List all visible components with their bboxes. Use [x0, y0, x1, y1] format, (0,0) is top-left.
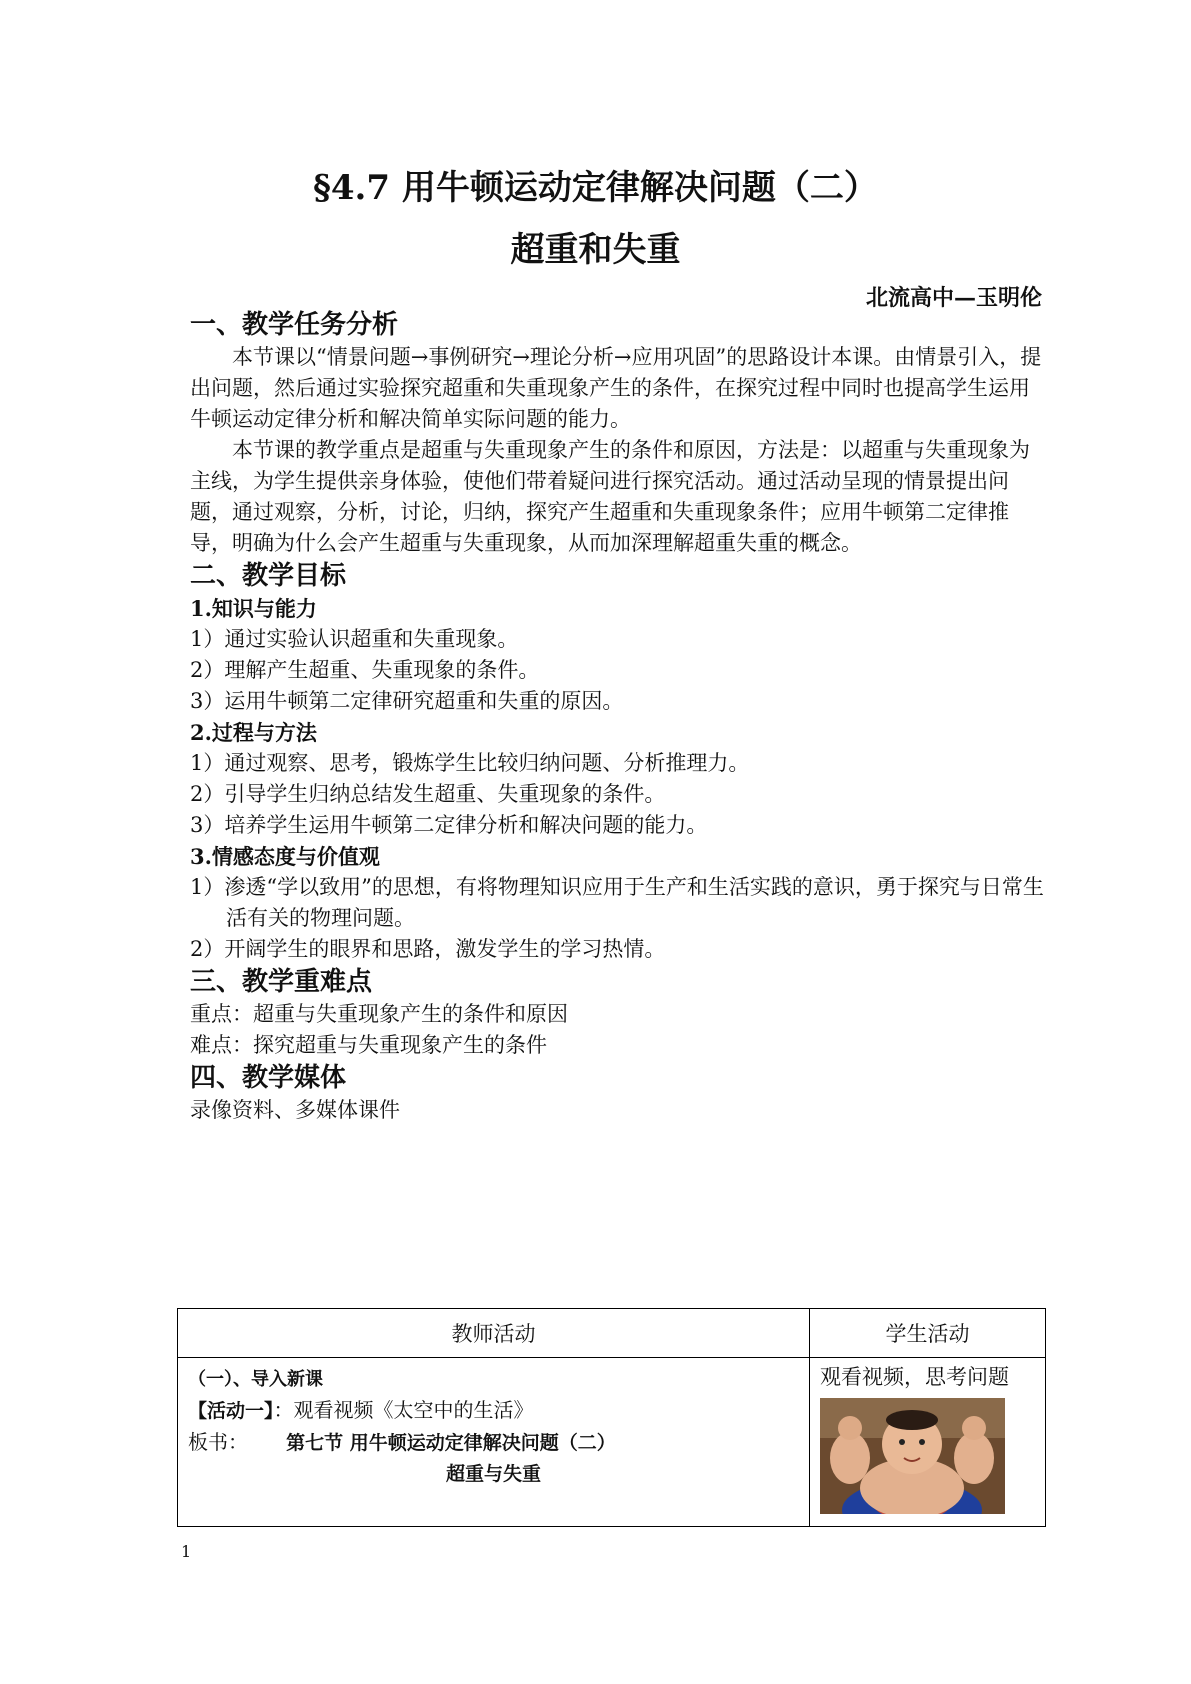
activity-label: 【活动一】 — [188, 1400, 274, 1422]
board-subtitle: 超重与失重 — [445, 1463, 541, 1485]
board-label: 板书： — [188, 1430, 248, 1454]
child-flexing-photo — [820, 1398, 1005, 1514]
board-line — [188, 1427, 799, 1459]
list-item: 2）引导学生归纳总结发生超重、失重现象的条件。 — [190, 782, 666, 806]
goal-title-1: 1.知识与能力 — [190, 596, 317, 621]
list-item: 1）通过实验认识超重和失重现象。 — [190, 627, 519, 651]
list-item: 3）培养学生运用牛顿第二定律分析和解决问题的能力。 — [190, 813, 708, 837]
teacher-cell — [178, 1358, 810, 1527]
page-title: §4.7 用牛顿运动定律解决问题（二） — [313, 168, 878, 208]
list-item: 1）通过观察、思考，锻炼学生比较归纳问题、分析推理力。 — [190, 751, 750, 775]
board-title: 第七节 用牛顿运动定律解决问题（二） — [286, 1432, 616, 1454]
paragraph-2: 本节课的教学重点是超重与失重现象产生的条件和原因，方法是：以超重与失重现象为主线，为学生提供亲身体验，使他们带着疑问进行探究活动。通过活动呈现的情景提出问题，通过观察，分析，讨论，归纳，探究产生超重和失重现象条件；应用牛顿第二定律推导，明确为什么会产生超重与失重现象，从而加深理解超重失重的概念。 — [190, 438, 1030, 555]
section-heading-4: 四、教学媒体 — [190, 1063, 347, 1093]
student-activity-text: 观看视频，思考问题 — [820, 1365, 1009, 1389]
header-student-activity: 学生活动 — [810, 1309, 1046, 1358]
key-point: 重点：超重与失重现象产生的条件和原因 — [190, 1002, 568, 1026]
intro-label: （一）、导入新课 — [188, 1369, 323, 1390]
goal-title-3: 3.情感态度与价值观 — [190, 844, 380, 869]
section-heading-3: 三、教学重难点 — [190, 967, 373, 997]
list-item: 3）运用牛顿第二定律研究超重和失重的原因。 — [190, 689, 624, 713]
page-number: 1 — [181, 1542, 192, 1561]
main-content — [190, 308, 1050, 1126]
list-item: 2）理解产生超重、失重现象的条件。 — [190, 658, 540, 682]
section-heading-2: 二、教学目标 — [190, 561, 347, 591]
paragraph-1: 本节课以“情景问题→事例研究→理论分析→应用巩固”的思路设计本课。由情景引入，提出问题，然后通过实验探究超重和失重现象产生的条件，在探究过程中同时也提高学生运用牛顿运动定律分析和解决简单实际问题的能力。 — [190, 345, 1042, 431]
goal-title-2: 2.过程与方法 — [190, 720, 317, 745]
difficult-point: 难点：探究超重与失重现象产生的条件 — [190, 1033, 547, 1057]
activity-line — [188, 1395, 799, 1427]
list-item: 2）开阔学生的眼界和思路，激发学生的学习热情。 — [190, 937, 666, 961]
section-heading-1: 一、教学任务分析 — [190, 310, 399, 340]
table-row — [178, 1358, 1046, 1527]
table-header-row — [178, 1309, 1046, 1358]
author: 北流高中—玉明伦 — [865, 285, 1042, 311]
student-cell — [810, 1358, 1046, 1527]
media-text: 录像资料、多媒体课件 — [190, 1098, 400, 1122]
page-subtitle: 超重和失重 — [510, 230, 681, 270]
list-item: 1）渗透“学以致用”的思想，有将物理知识应用于生产和生活实践的意识，勇于探究与日常生活有关的物理问题。 — [190, 875, 1044, 930]
activity-text: ：观看视频《太空中的生活》 — [273, 1398, 534, 1422]
activity-table — [177, 1308, 1046, 1527]
header-teacher-activity: 教师活动 — [178, 1309, 810, 1358]
